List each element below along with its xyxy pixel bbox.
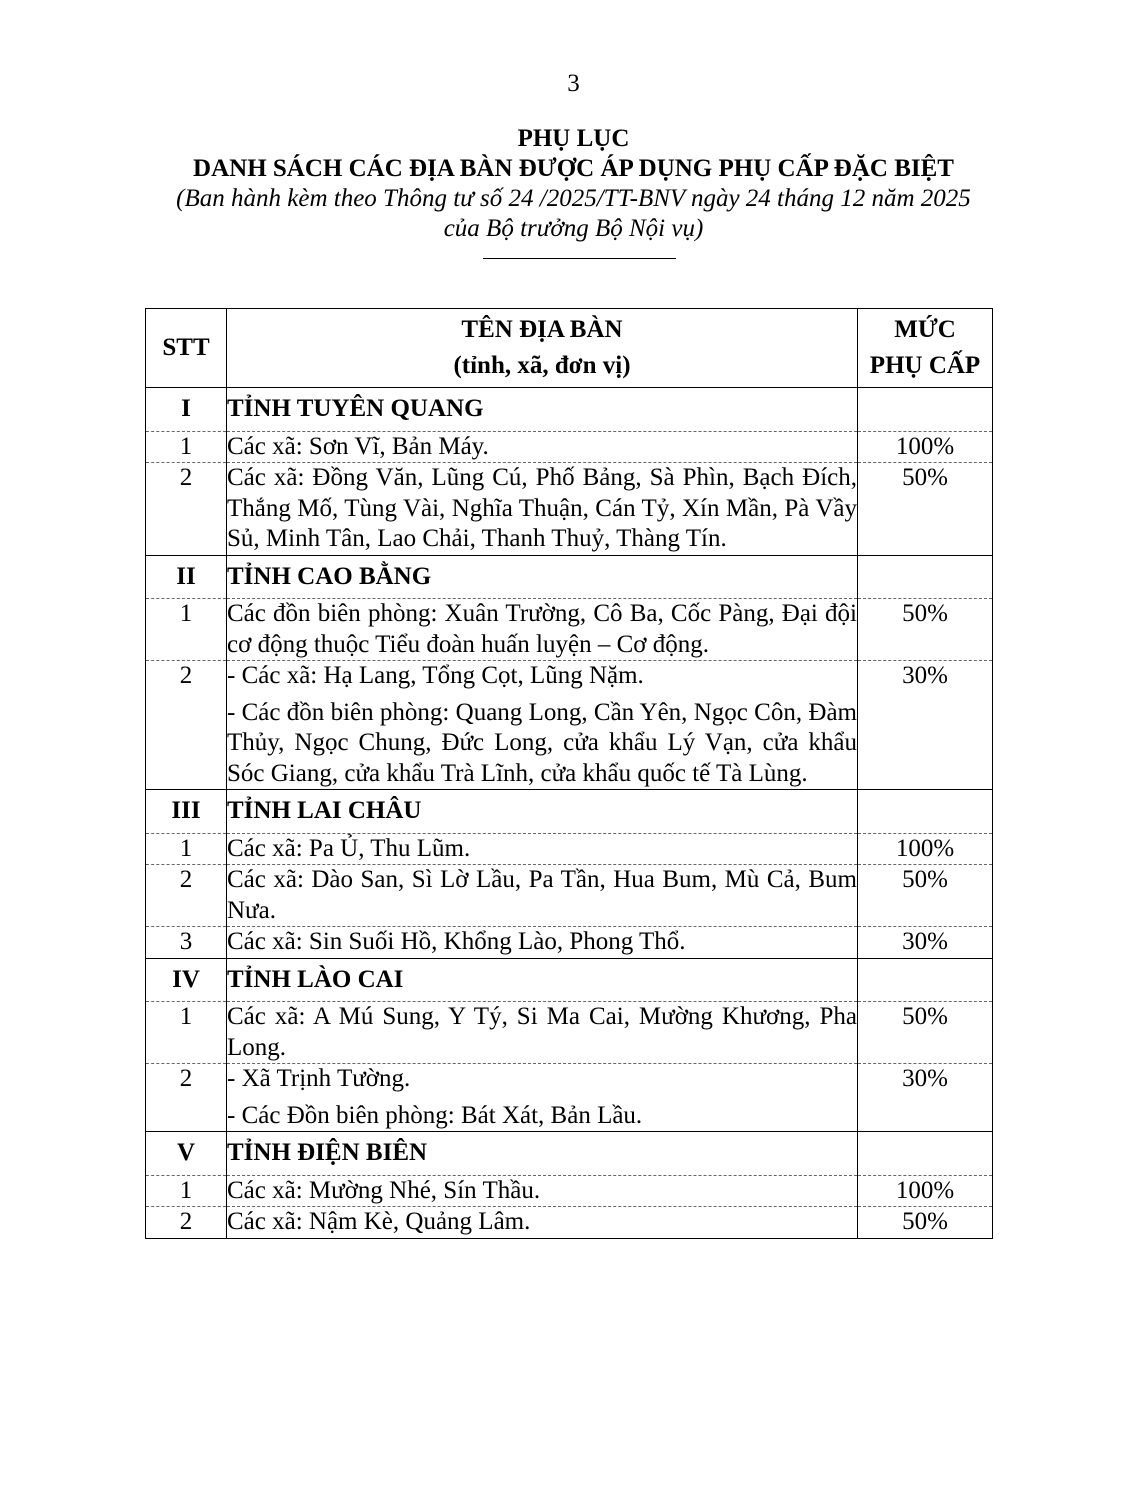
row-area-list: [227, 463, 858, 556]
row-number: 1: [146, 431, 227, 463]
row-number: 2: [146, 865, 227, 927]
table-row: [146, 833, 993, 865]
table-body: [146, 388, 993, 1239]
table-row: [146, 599, 993, 661]
area-paragraph: - Các Đồn biên phòng: Bát Xát, Bản Lầu.: [227, 1101, 643, 1129]
table-row: [146, 927, 993, 959]
header-rate: [858, 309, 993, 388]
row-allowance-rate: 30%: [858, 1064, 993, 1132]
section-province-name: TỈNH LÀO CAI: [227, 958, 858, 1002]
row-area-list: [227, 661, 858, 790]
row-allowance-rate: 50%: [858, 1002, 993, 1064]
section-rate-empty: [858, 388, 993, 432]
section-province-name: TỈNH ĐIỆN BIÊN: [227, 1132, 858, 1176]
header-name-line1: TÊN ĐỊA BÀN: [461, 316, 623, 343]
row-area-list: [227, 431, 858, 463]
row-area-list: [227, 1002, 858, 1064]
table-row: [146, 431, 993, 463]
section-number: III: [146, 790, 227, 834]
table-row: [146, 1207, 993, 1239]
allowance-table: [145, 308, 993, 1239]
row-allowance-rate: 50%: [858, 1207, 993, 1239]
section-province-name: TỈNH CAO BẰNG: [227, 555, 858, 599]
row-allowance-rate: 100%: [858, 1175, 993, 1207]
row-number: 1: [146, 1002, 227, 1064]
header-stt: STT: [146, 309, 227, 388]
row-area-list: [227, 927, 858, 959]
area-paragraph: Các xã: Đồng Văn, Lũng Cú, Phố Bảng, Sà Phìn, Bạch Đích, Thắng Mố, Tùng Vài, Nghĩa Thuận, Cán Tỷ, Xín Mần, Pà Vầy Sủ, Minh Tân, Lao Chải, Thanh Thuỷ, Thàng Tín.: [227, 464, 857, 552]
header-rate-line2: PHỤ CẤP: [869, 352, 981, 379]
area-paragraph: Các xã: Pa Ủ, Thu Lũm.: [227, 834, 471, 862]
row-number: 1: [146, 1175, 227, 1207]
row-number: 2: [146, 661, 227, 790]
section-row: [146, 388, 993, 432]
header-name-line2: (tỉnh, xã, đơn vị): [453, 352, 631, 379]
row-allowance-rate: 50%: [858, 599, 993, 661]
table-row: [146, 1175, 993, 1207]
table-row: [146, 661, 993, 790]
row-allowance-rate: 30%: [858, 661, 993, 790]
title-block: [0, 124, 1131, 244]
area-paragraph: Các xã: Mường Nhé, Sín Thầu.: [227, 1176, 541, 1204]
row-area-list: [227, 865, 858, 927]
row-area-list: [227, 833, 858, 865]
area-paragraph: Các đồn biên phòng: Xuân Trường, Cô Ba, Cốc Pàng, Đại đội cơ động thuộc Tiểu đoàn huấn luyện – Cơ động.: [227, 600, 857, 658]
section-rate-empty: [858, 790, 993, 834]
section-number: IV: [146, 958, 227, 1002]
issued-by-line-2: của Bộ trưởng Bộ Nội vụ): [443, 215, 704, 242]
row-allowance-rate: 30%: [858, 927, 993, 959]
area-paragraph: Các xã: Dào San, Sì Lờ Lầu, Pa Tần, Hua Bum, Mù Cả, Bum Nưa.: [227, 866, 857, 924]
page-number: 3: [567, 70, 580, 97]
section-rate-empty: [858, 555, 993, 599]
issued-by-line-1: (Ban hành kèm theo Thông tư số 24 /2025/TT-BNV ngày 24 tháng 12 năm 2025: [176, 185, 971, 212]
section-row: [146, 555, 993, 599]
row-allowance-rate: 50%: [858, 463, 993, 556]
row-area-list: [227, 1064, 858, 1132]
row-area-list: [227, 1175, 858, 1207]
area-paragraph: - Xã Trịnh Tường.: [227, 1065, 411, 1092]
appendix-title: PHỤ LỤC: [517, 125, 630, 152]
row-allowance-rate: 100%: [858, 431, 993, 463]
row-area-list: [227, 599, 858, 661]
row-number: 2: [146, 1207, 227, 1239]
header-name: [227, 309, 858, 388]
area-paragraph: Các xã: Sơn Vĩ, Bản Máy.: [227, 432, 489, 460]
row-area-list: [227, 1207, 858, 1239]
row-allowance-rate: 50%: [858, 865, 993, 927]
table-row: [146, 865, 993, 927]
section-province-name: TỈNH LAI CHÂU: [227, 790, 858, 834]
section-number: II: [146, 555, 227, 599]
table-row: [146, 463, 993, 556]
section-row: [146, 790, 993, 834]
table-row: [146, 1064, 993, 1132]
section-row: [146, 958, 993, 1002]
section-number: V: [146, 1132, 227, 1176]
section-rate-empty: [858, 958, 993, 1002]
row-number: 1: [146, 833, 227, 865]
area-paragraph: Các xã: Nậm Kè, Quảng Lâm.: [227, 1208, 531, 1235]
section-rate-empty: [858, 1132, 993, 1176]
area-paragraph: Các xã: A Mú Sung, Y Tý, Si Ma Cai, Mường Khương, Pha Long.: [227, 1003, 857, 1061]
row-number: 2: [146, 1064, 227, 1132]
table-row: [146, 1002, 993, 1064]
row-number: 3: [146, 927, 227, 959]
area-paragraph: Các xã: Sin Suối Hồ, Khổng Lào, Phong Thổ.: [227, 928, 686, 955]
row-allowance-rate: 100%: [858, 833, 993, 865]
row-number: 1: [146, 599, 227, 661]
appendix-subtitle: DANH SÁCH CÁC ĐỊA BÀN ĐƯỢC ÁP DỤNG PHỤ CẤP ĐẶC BIỆT: [193, 155, 954, 182]
section-province-name: TỈNH TUYÊN QUANG: [227, 388, 858, 432]
section-number: I: [146, 388, 227, 432]
area-paragraph: - Các xã: Hạ Lang, Tổng Cọt, Lũng Nặm.: [227, 662, 644, 689]
title-divider: [483, 258, 676, 259]
section-row: [146, 1132, 993, 1176]
row-number: 2: [146, 463, 227, 556]
area-paragraph: - Các đồn biên phòng: Quang Long, Cần Yên, Ngọc Côn, Đàm Thủy, Ngọc Chung, Đức Long, cửa khẩu Lý Vạn, cửa khẩu Sóc Giang, cửa khẩu Trà Lĩnh, cửa khẩu quốc tế Tà Lùng.: [227, 698, 857, 787]
header-rate-line1: MỨC: [894, 316, 956, 343]
table-header-row: [146, 309, 993, 388]
